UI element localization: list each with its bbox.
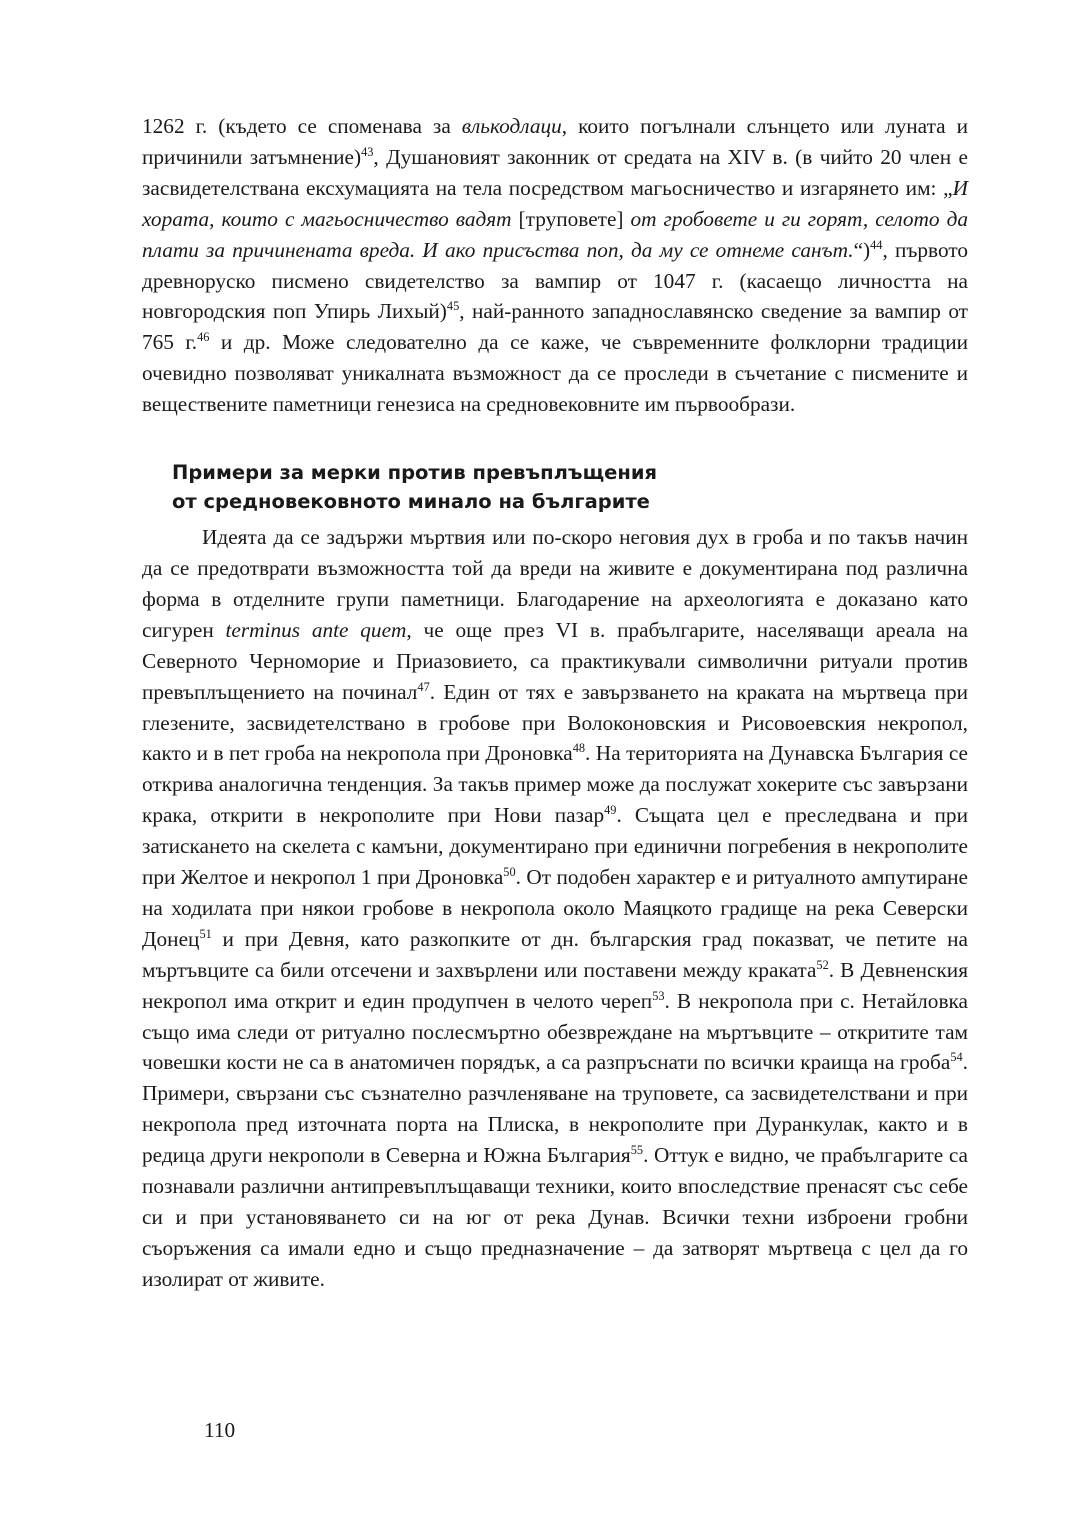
text-run: “): [853, 237, 871, 262]
text-run: , Душановият законник от средата на XIV в. (в чийто 20 член е засвидетелствана ексхумацията на тела посредством магьосничество и изгарянето им: „: [142, 144, 968, 200]
footnote-ref: 50: [503, 864, 516, 879]
footnote-ref: 48: [572, 741, 586, 756]
text-run: . Оттук е видно, че прабългарите са познавали различни антипревъплъщаващи техники, които впоследствие пренасят със себе си и при установяването си на юг от река Дунав. Всички техни изброени гробни съоръжения са имали едно и също предназначение – да затворят мъртвеца с цел да го изолират от живите.: [142, 1143, 968, 1291]
text-run: , които погълнали слънцето или луната и причинили затъмнение): [142, 114, 968, 169]
footnote-ref: 45: [446, 299, 460, 314]
text-run: , че още през VI в. прабългарите, населяващи ареала на Северното Черноморие и Приазовието, са практикували символични ритуали против превъплъщението на починал: [142, 617, 968, 704]
text-run: . От подобен характер е и ритуалното ампутиране на ходилата при някои гробове в некропола около Маяцкото градище на река Северски Донец: [142, 865, 968, 951]
footnote-ref: 47: [417, 679, 430, 694]
section-heading-line-1: Примери за мерки против превъплъщения: [172, 461, 658, 485]
footnote-ref: 46: [197, 330, 210, 345]
text-run: 1262 г. (където се споменава за: [142, 114, 462, 138]
footnote-ref: 52: [816, 957, 829, 972]
italic-text: от гробовете и ги горят, селото да плати за причинената вреда. И ако присъства поп, да му се отнеме санът.: [142, 206, 968, 262]
text-run: , първото древноруско писмено свидетелство за вампир от 1047 г. (касаещо личността на новгородския поп Упирь Лихый): [142, 237, 968, 324]
footnote-ref: 51: [199, 926, 212, 941]
footnote-ref: 54: [950, 1050, 963, 1065]
section-heading: [172, 458, 968, 516]
text-run: и при Девня, като разкопките от дн. българския град показват, че петите на мъртъвците са били отсечени и захвърлени или поставени между краката: [142, 926, 968, 982]
italic-text: И хората, които с магьосничество вадят: [142, 175, 968, 231]
footnote-ref: 53: [652, 988, 665, 1003]
text-run: Идеята да се задържи мъртвия или по-скоро неговия дух в гроба и по такъв начин да се предотврати възможността той да вреди на живите е документирана под различна форма в отделните групи паметници. Благодарение на археологията е доказано като сигурен: [142, 525, 968, 642]
paragraph-continuation: [142, 111, 968, 420]
section-heading-line-2: от средновековното минало на българите: [172, 490, 650, 514]
text-run: , най-ранното западнославянско сведение за вампир от 765 г.: [142, 299, 968, 355]
text-run: . Същата цел е преследвана и при затискането на скелета с камъни, документирано при единични погребения в некрополите при Желтое и некропол 1 при Дроновка: [142, 803, 968, 890]
text-run: . Примери, свързани със съзнателно разчленяване на труповете, са засвидетелствани и при некропола пред източната порта на Плиска, в некрополите при Дуранкулак, както и в редица други некрополи в Северна и Южна България: [142, 1050, 968, 1168]
footnote-ref: 49: [604, 803, 617, 818]
page-content: [142, 111, 968, 1295]
footnote-ref: 43: [361, 144, 374, 159]
text-run: . В некропола при с. Нетайловка също има следи от ритуално послесмъртно обезвреждане на мъртъвците – откритите там човешки кости не са в анатомичен порядък, а са разпръснати по всички краища на гроба: [142, 988, 968, 1075]
text-run: [труповете]: [511, 206, 631, 231]
text-run: . Един от тях е завързването на краката на мъртвеца при глезените, засвидетелствано в гробове при Волоконовския и Рисовоевския некропол, както и в пет гроба на некропола при Дроновка: [142, 679, 968, 766]
text-run: . На територията на Дунавска България се открива аналогична тенденция. За такъв пример може да послужат хокерите със завързани крака, открити в некрополите при Нови пазар: [142, 741, 968, 828]
footnote-ref: 55: [630, 1143, 644, 1158]
italic-text: влькодлаци: [461, 114, 562, 138]
footnote-ref: 44: [870, 237, 883, 252]
text-run: . В Девненския некропол има открит и един продупчен в челото череп: [142, 957, 968, 1013]
text-run: и др. Може следователно да се каже, че съвременните фолклорни традиции очевидно позволяват уникалната възможност да се проследи в съчетание с писмените и веществените паметници генезиса на средновековните им първообрази.: [142, 330, 968, 417]
page-number: 110: [204, 1418, 236, 1442]
italic-text: terminus ante quem: [225, 617, 407, 642]
paragraph-body: [142, 522, 968, 1295]
